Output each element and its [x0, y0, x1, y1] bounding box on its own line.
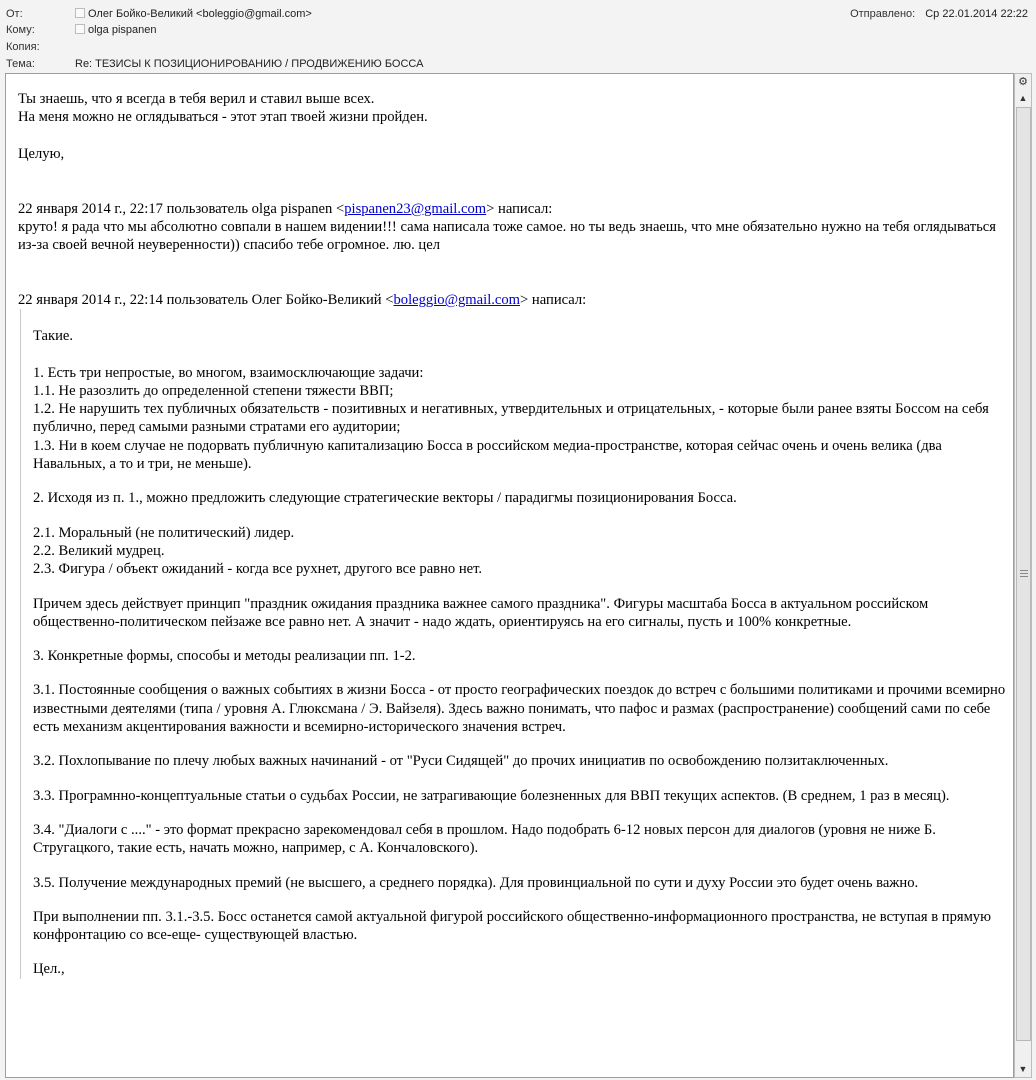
scroll-up-icon[interactable]: ▲	[1018, 93, 1028, 103]
to-row	[0, 22, 1036, 38]
quote-paragraph: 3.2. Похлопывание по плечу любых важных начинаний - от "Руси Сидящей" до прочих инициатив по освобождению ползитаключенных.	[33, 753, 889, 770]
vertical-scrollbar[interactable]	[1014, 73, 1032, 1078]
scroll-down-icon[interactable]: ▼	[1018, 1064, 1028, 1074]
reply-intro-text: > написал:	[486, 200, 553, 217]
quote-paragraph: 3.1. Постоянные сообщения о важных событиях в жизни Босса - от просто географических поездок до встреч с большими политиками и прочими всемирно известными деятелями (типа / уровня А. Глюксмана / Э. Вайзеля). Здесь важно понимать, что пафос и размах (распространение) сообщений сами по себе есть механизм акцентирования важности и всемирно-исторического значения встреч.	[33, 682, 1006, 736]
subject-row	[0, 56, 1036, 72]
cc-label: Копия:	[6, 41, 40, 53]
email-link[interactable]: pispanen23@gmail.com	[344, 200, 487, 217]
to-text: olga pispanen	[88, 24, 157, 36]
reply-intro-text: > написал:	[520, 292, 587, 309]
reply-intro-2	[18, 291, 1003, 309]
quote-line: 1.2. Не нарушить тех публичных обязательств - позитивных и негативных, утвердительных и отрицательных, - которые были ранее взяты Боссом на себя публично, перед самыми разными стратами его аудитории;	[33, 401, 989, 436]
quoted-message	[20, 309, 1013, 979]
body-line: Целую,	[18, 145, 65, 162]
sent-value: Ср 22.01.2014 22:22	[925, 8, 1028, 20]
message-header	[0, 0, 1036, 72]
cc-row	[0, 39, 1036, 55]
settings-icon[interactable]: ⚙	[1018, 76, 1028, 88]
from-label: От:	[6, 8, 23, 20]
body-line: Ты знаешь, что я всегда в тебя верил и ставил выше всех.	[18, 91, 375, 107]
quote-paragraph: При выполнении пп. 3.1.-3.5. Босс останется самой актуальной фигурой российского общественно-информационного пространства, не вступая в прямую конфронтацию со все-еще- существующей властью.	[33, 908, 992, 944]
scrollbar-thumb[interactable]	[1016, 107, 1031, 1041]
quote-line: 1.3. Ни в коем случае не подорвать публичную капитализацию Босса в российском медиа-пространстве, которая сейчас очень и очень велика (два Навальных, а то и три, не меньше).	[33, 437, 942, 473]
sent-label: Отправлено:	[850, 8, 916, 20]
quote-paragraph: 3.3. Програмнно-концептуальные статьи о судьбах России, не затрагивающие болезненных для ВВП текущих аспектов. (В среднем, 1 раз в месяц).	[33, 787, 950, 804]
quote-paragraph: 3.4. "Диалоги с ...." - это формат прекрасно зарекомендовал себя в прошлом. Надо подобрать 6-12 новых персон для диалогов (уровня не ниже Б. Стругацкого, такие есть, начать можно, например, с А. Кончаловского).	[33, 821, 936, 857]
sent-info	[850, 6, 1028, 22]
reply-intro-text: 22 января 2014 г., 22:14 пользователь Олег Бойко-Великий <	[18, 292, 394, 309]
quote-line: 1.1. Не разозлить до определенной степени тяжести ВВП;	[33, 382, 394, 399]
to-value[interactable]	[75, 22, 157, 38]
quote-line: 1. Есть три непростые, во многом, взаимосключающие задачи:	[33, 364, 424, 381]
contact-checkbox-icon	[75, 24, 85, 34]
from-text: Олег Бойко-Великий <boleggio@gmail.com>	[88, 8, 312, 20]
from-value[interactable]	[75, 6, 312, 22]
message-body[interactable]	[5, 73, 1014, 1078]
reply-intro-1	[18, 200, 1003, 218]
body-line: На меня можно не оглядываться - этот этап твоей жизни пройден.	[18, 109, 428, 126]
to-label: Кому:	[6, 24, 35, 36]
grip-icon	[1020, 570, 1028, 577]
from-row	[0, 6, 1036, 22]
quote-paragraph: Причем здесь действует принцип "праздник ожидания праздника важнее самого праздника". Фигуры масштаба Босса в актуальном российском общественно-политическом пейзаже все равно нет. А значит - надо ждать, ориентируясь на его сигналы, пусть и 100% конкретные.	[33, 595, 929, 630]
quote-paragraph: 3. Конкретные формы, способы и методы реализации пп. 1-2.	[33, 648, 416, 665]
reply-text-1: круто! я рада что мы абсолютно совпали в нашем видении!!! сама написала тоже самое. но ты ведь знаешь, что мне обязательно нужно на тебя оглядываться из-за своей вечной неуверенности)) спасибо тебе огромное. лю. цел	[18, 219, 996, 254]
quote-line: 2.3. Фигура / объект ожиданий - когда все рухнет, другого все равно нет.	[33, 561, 483, 578]
contact-checkbox-icon	[75, 8, 85, 18]
quote-paragraph: 2. Исходя из п. 1., можно предложить следующие стратегические векторы / парадигмы позиционирования Босса.	[33, 490, 737, 507]
quote-paragraph: Цел.,	[33, 961, 65, 978]
email-link[interactable]: boleggio@gmail.com	[393, 292, 521, 309]
subject-label: Тема:	[6, 58, 35, 70]
quote-line: 2.2. Великий мудрец.	[33, 542, 165, 559]
quote-paragraph: 3.5. Получение международных премий (не высшего, а среднего порядка). Для провинциальной по сути и духу России это будет очень важно.	[33, 874, 919, 891]
quote-paragraph: Такие.	[33, 328, 74, 344]
subject-value: Re: ТЕЗИСЫ К ПОЗИЦИОНИРОВАНИЮ / ПРОДВИЖЕНИЮ БОССА	[75, 58, 424, 70]
message-content	[18, 90, 1003, 310]
reply-intro-text: 22 января 2014 г., 22:17 пользователь olga pispanen <	[18, 200, 345, 217]
quote-line: 2.1. Моральный (не политический) лидер.	[33, 524, 295, 541]
